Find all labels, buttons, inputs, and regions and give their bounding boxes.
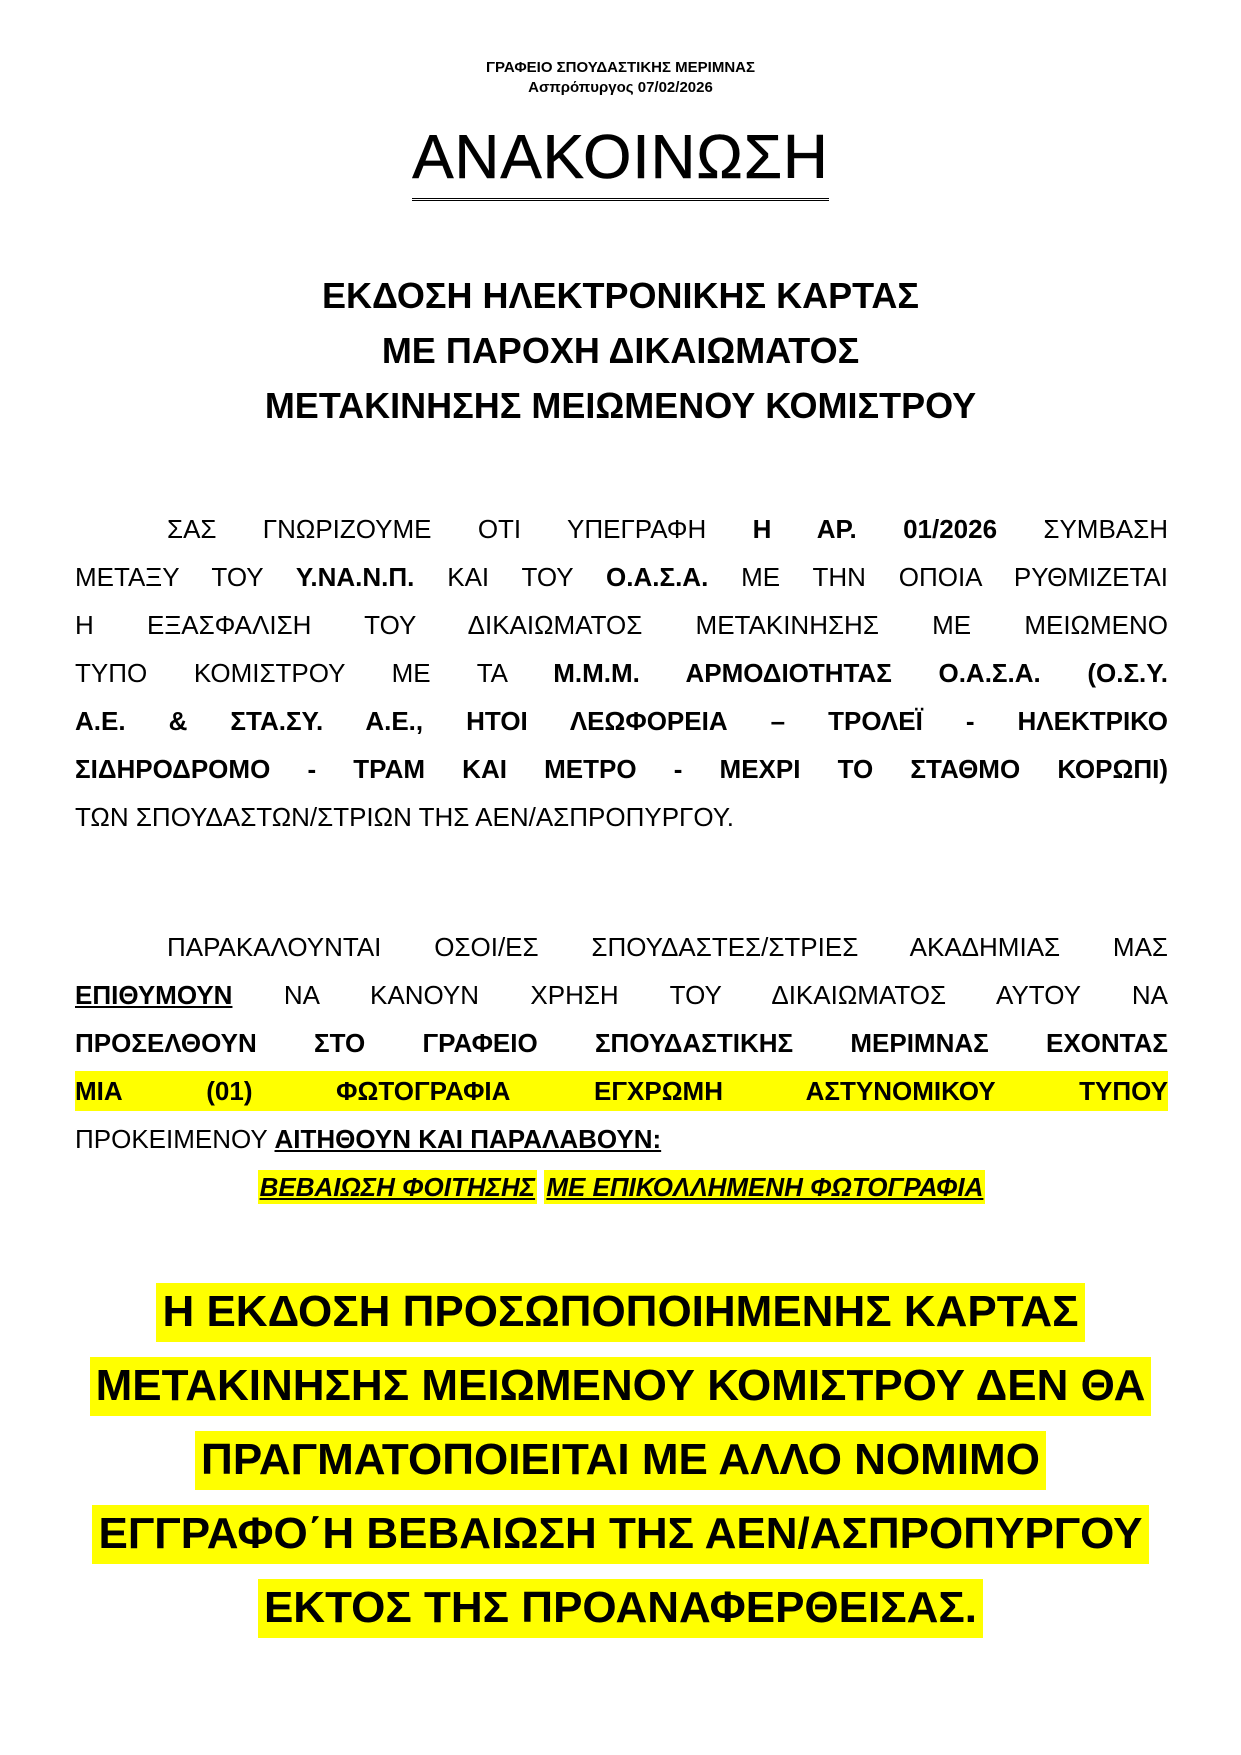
- certificate-line: [75, 1163, 1168, 1211]
- subject-line-2: ΜΕ ΠΑΡΟΧΗ ΔΙΚΑΙΩΜΑΤΟΣ: [381, 330, 860, 371]
- notice-text: ΜΕΤΑΚΙΝΗΣΗΣ ΜΕΙΩΜΕΝΟΥ ΚΟΜΙΣΤΡΟΥ ΔΕΝ ΘΑ: [90, 1357, 1152, 1416]
- highlighted-notice: [0, 1275, 1241, 1645]
- paragraph-line: [75, 649, 1168, 697]
- paragraph-line: [75, 553, 1168, 601]
- notice-text: Η ΕΚΔΟΣΗ ΠΡΟΣΩΠΟΠΟΙΗΜΕΝΗΣ ΚΑΡΤΑΣ: [156, 1283, 1084, 1342]
- paragraph-instructions: [75, 923, 1168, 1211]
- emphasis-wish: ΕΠΙΘΥΜΟΥΝ: [75, 980, 233, 1010]
- paragraph-line: [75, 971, 1168, 1019]
- notice-text: ΕΚΤΟΣ ΤΗΣ ΠΡΟΑΝΑΦΕΡΘΕΙΣΑΣ.: [258, 1579, 983, 1638]
- place-date: Ασπρόπυργος 07/02/2026: [528, 79, 713, 96]
- paragraph-line: [75, 1115, 1168, 1163]
- photo-requirement-highlight: ΜΙΑ (01) ΦΩΤΟΓΡΑΦΙΑ ΕΓΧΡΩΜΗ ΑΣΤΥΝΟΜΙΚΟΥ ΤΥΠΟΥ: [75, 1071, 1168, 1111]
- oasa-abbr: Ο.Α.Σ.Α.: [606, 562, 709, 592]
- paragraph-agreement: [75, 505, 1168, 841]
- paragraph-line: ΤΩΝ ΣΠΟΥΔΑΣΤΩΝ/ΣΤΡΙΩΝ ΤΗΣ ΑΕΝ/ΑΣΠΡΟΠΥΡΓΟΥ.: [75, 802, 734, 832]
- notice-line: [0, 1275, 1241, 1349]
- notice-line: [0, 1423, 1241, 1497]
- attached-photo-note: ΜΕ ΕΠΙΚΟΛΛΗΜΕΝΗ ΦΩΤΟΓΡΑΦΙΑ: [546, 1172, 984, 1202]
- notice-line: [0, 1349, 1241, 1423]
- paragraph-line: ΠΡΟΣΕΛΘΟΥΝ ΣΤΟ ΓΡΑΦΕΙΟ ΣΠΟΥΔΑΣΤΙΚΗΣ ΜΕΡΙΜΝΑΣ ΕΧΟΝΤΑΣ: [75, 1028, 1168, 1058]
- attendance-certificate: ΒΕΒΑΙΩΣΗ ΦΟΙΤΗΣΗΣ: [259, 1172, 536, 1202]
- subject-line-3: ΜΕΤΑΚΙΝΗΣΗΣ ΜΕΙΩΜΕΝΟΥ ΚΟΜΙΣΤΡΟΥ: [264, 385, 977, 426]
- paragraph-line: ΠΑΡΑΚΑΛΟΥΝΤΑΙ ΟΣΟΙ/ΕΣ ΣΠΟΥΔΑΣΤΕΣ/ΣΤΡΙΕΣ ΑΚΑΔΗΜΙΑΣ ΜΑΣ: [167, 932, 1168, 962]
- text-run: ΜΕΤΑΞΥ ΤΟΥ: [75, 562, 296, 592]
- paragraph-line: Α.Ε. & ΣΤΑ.ΣΥ. Α.Ε., ΗΤΟΙ ΛΕΩΦΟΡΕΙΑ – ΤΡΟΛΕΪ - ΗΛΕΚΤΡΙΚΟ: [75, 706, 1168, 736]
- text-run: ΤΥΠΟ ΚΟΜΙΣΤΡΟΥ ΜΕ ΤΑ: [75, 658, 554, 688]
- text-run: ΠΡΟΚΕΙΜΕΝΟΥ: [75, 1124, 275, 1154]
- request-receive: ΑΙΤΗΘΟΥΝ ΚΑΙ ΠΑΡΑΛΑΒΟΥΝ:: [274, 1124, 662, 1154]
- subject-heading: [0, 268, 1241, 433]
- announcement-title: ΑΝΑΚΟΙΝΩΣΗ: [412, 122, 829, 201]
- notice-line: [0, 1571, 1241, 1645]
- agreement-number: Η ΑΡ. 01/2026: [752, 514, 998, 544]
- office-name: ΓΡΑΦΕΙΟ ΣΠΟΥΔΑΣΤΙΚΗΣ ΜΕΡΙΜΝΑΣ: [486, 59, 755, 76]
- notice-text: ΠΡΑΓΜΑΤΟΠΟΙΕΙΤΑΙ ΜΕ ΑΛΛΟ ΝΟΜΙΜΟ: [195, 1431, 1046, 1490]
- transport-scope: Μ.Μ.Μ. ΑΡΜΟΔΙΟΤΗΤΑΣ Ο.Α.Σ.Α. (Ο.Σ.Υ.: [553, 658, 1168, 688]
- text-run: ΜΕ ΤΗΝ ΟΠΟΙΑ ΡΥΘΜΙΖΕΤΑΙ: [708, 562, 1168, 592]
- announcement-title-block: [0, 122, 1241, 201]
- paragraph-line: [75, 505, 1168, 553]
- document-header: [0, 58, 1241, 98]
- paragraph-line: ΣΙΔΗΡΟΔΡΟΜΟ - ΤΡΑΜ ΚΑΙ ΜΕΤΡΟ - ΜΕΧΡΙ ΤΟ ΣΤΑΘΜΟ ΚΟΡΩΠΙ): [75, 754, 1168, 784]
- text-run: ΣΑΣ ΓΝΩΡΙΖΟΥΜΕ ΟΤΙ ΥΠΕΓΡΑΦΗ: [167, 514, 753, 544]
- text-run: ΚΑΙ ΤΟΥ: [414, 562, 607, 592]
- text-run: ΣΥΜΒΑΣΗ: [997, 514, 1168, 544]
- text-run: ΝΑ ΚΑΝΟΥΝ ΧΡΗΣΗ ΤΟΥ ΔΙΚΑΙΩΜΑΤΟΣ ΑΥΤΟΥ ΝΑ: [232, 980, 1168, 1010]
- notice-text: ΕΓΓΡΑΦΟ΄Η ΒΕΒΑΙΩΣΗ ΤΗΣ ΑΕΝ/ΑΣΠΡΟΠΥΡΓΟΥ: [92, 1505, 1148, 1564]
- ministry-abbr: Υ.ΝΑ.Ν.Π.: [295, 562, 415, 592]
- paragraph-line: Η ΕΞΑΣΦΑΛΙΣΗ ΤΟΥ ΔΙΚΑΙΩΜΑΤΟΣ ΜΕΤΑΚΙΝΗΣΗΣ ΜΕ ΜΕΙΩΜΕΝΟ: [75, 610, 1168, 640]
- subject-line-1: ΕΚΔΟΣΗ ΗΛΕΚΤΡΟΝΙΚΗΣ ΚΑΡΤΑΣ: [321, 275, 920, 316]
- notice-line: [0, 1497, 1241, 1571]
